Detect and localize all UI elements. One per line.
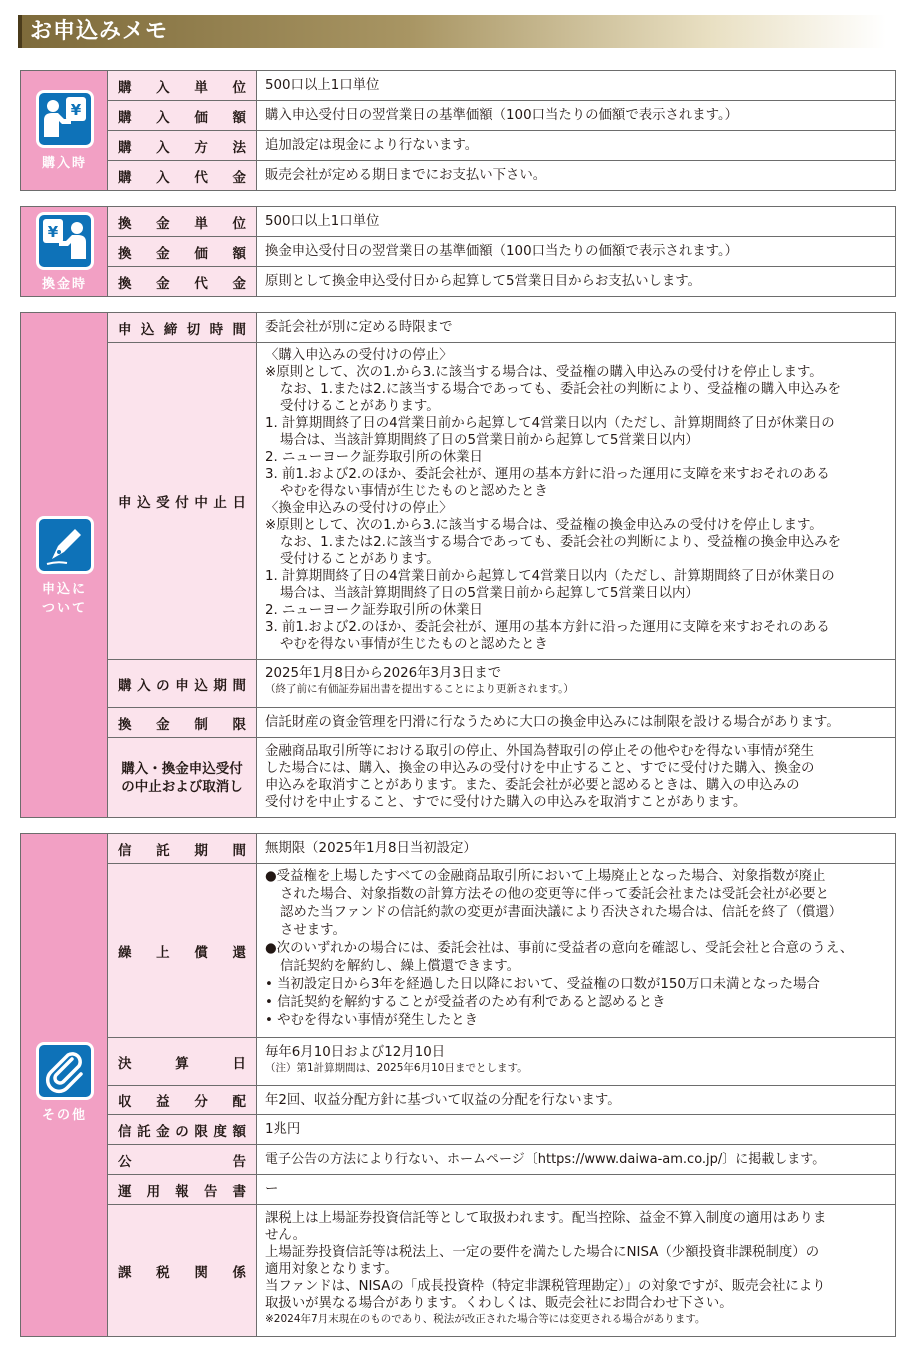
row-label: 購 入 価 額: [118, 109, 246, 126]
redemption-price-value: 換金申込受付日の翌営業日の基準価額（100口当たりの価額で表示されます。）: [257, 237, 895, 266]
tax-value: 課税上は上場証券投資信託等として取扱われます。配当控除、益金不算入制度の適用はありま せん。 上場証券投資信託等は税法上、一定の要件を満たした場合にNISA（少額投資非課税制度）の 適用対象となります。 当ファンドは、NISAの「成長投資枠（特定非課税管理勘定）」の対象ですが、販売会社により 取扱いが異なる場合があります。くわしくは、販売会社にお問合わせ下さい。 ※2024年7月末現在のものであり、税法が改正された場合等には変更される場合があります。: [257, 1205, 895, 1336]
row-label: 信 託 金 の 限 度 額: [118, 1123, 246, 1140]
distribution-row: [108, 1086, 895, 1115]
row-label: 換 金 制 限: [118, 716, 246, 733]
row-label: 購 入 単 位: [118, 79, 246, 96]
deadline-value: 委託会社が別に定める時限まで: [257, 313, 895, 342]
settlement-row: [108, 1038, 895, 1086]
notice-row: [108, 1145, 895, 1175]
row-label: 信 託 期 間: [118, 842, 246, 859]
cancel-row: [108, 738, 895, 817]
purchase-unit-row: [108, 71, 895, 101]
purchase-yen-icon: [36, 90, 94, 148]
row-label: 公 告: [118, 1153, 246, 1170]
limit-amount-row: [108, 1115, 895, 1145]
purchase-payment-value: 販売会社が定める期日までにお支払い下さい。: [257, 161, 895, 190]
row-label: 換 金 価 額: [118, 245, 246, 262]
suspension-row: [108, 343, 895, 660]
redemption-limit-row: [108, 708, 895, 738]
purchase-section: [20, 70, 896, 191]
suspension-value: 〈購入申込みの受付けの停止〉 ※原則として、次の1.から3.に該当する場合は、受益権の購入申込みの受付けを停止します。 なお、1.または2.に該当する場合であっても、委託会社の判断により、受益権の購入申込みを 受付けることがあります。 1. 計算期間終了日の4営業日前から起算して4営業日以内（ただし、計算期間終了日が休業日の 場合は、当該計算期間終了日の5営業日前から起算して5営業日以内） 2. ニューヨーク証券取引所の休業日 3. 前1.および2.のほか、委託会社が、運用の基本方針に沿った運用に支障を来すおそれのある やむを得ない事情が生じたものと認めたとき 〈換金申込みの受付けの停止〉 ※原則として、次の1.から3.に該当する場合は、受益権の換金申込みの受付けを停止します。 なお、1.または2.に該当する場合であっても、委託会社の判断により、受益権の換金申込みを 受付けることがあります。 1. 計算期間終了日の4営業日前から起算して4営業日以内（ただし、計算期間終了日が休業日の 場合は、当該計算期間終了日の5営業日前から起算して5営業日以内） 2. ニューヨーク証券取引所の休業日 3. 前1.および2.のほか、委託会社が、運用の基本方針に沿った運用に支障を来すおそれのある やむを得ない事情が生じたものと認めたとき: [257, 343, 895, 659]
report-value: ー: [257, 1175, 895, 1204]
deadline-row: [108, 313, 895, 343]
redemption-section: [20, 206, 896, 297]
settlement-value: 毎年6月10日および12月10日 （注）第1計算期間は、2025年6月10日までとします。: [257, 1038, 895, 1085]
redemption-price-row: [108, 237, 895, 267]
period-row: [108, 660, 895, 708]
redemption-unit-row: [108, 207, 895, 237]
header-accent-bar: [18, 15, 22, 48]
svg-text:¥: ¥: [47, 223, 59, 241]
early-redemption-row: [108, 864, 895, 1038]
distribution-value: 年2回、収益分配方針に基づいて収益の分配を行ないます。: [257, 1086, 895, 1114]
row-label: 収 益 分 配: [118, 1094, 246, 1110]
row-label: 購 入 の 申 込 期 間: [118, 677, 246, 694]
notice-value: 電子公告の方法により行ない、ホームページ〔https://www.daiwa-am.co.jp/〕に掲載します。: [257, 1145, 895, 1174]
trust-term-value: 無期限（2025年1月8日当初設定）: [257, 834, 895, 863]
application-label-line2: ついて: [41, 601, 87, 616]
purchase-label: 購入時: [41, 156, 87, 171]
redemption-payment-value: 原則として換金申込受付日から起算して5営業日目からお支払いします。: [257, 267, 895, 296]
purchase-price-row: [108, 101, 895, 131]
trust-term-row: [108, 834, 895, 864]
row-label: 決 算 日: [118, 1055, 246, 1072]
page-title: お申込みメモ: [30, 19, 169, 44]
tax-row: [108, 1205, 895, 1336]
purchase-method-value: 追加設定は現金により行ないます。: [257, 131, 895, 160]
other-section: [20, 833, 896, 1337]
row-label: 購 入 方 法: [118, 139, 246, 156]
pen-icon: [36, 516, 94, 574]
application-side: [21, 313, 108, 817]
limit-amount-value: 1兆円: [257, 1115, 895, 1144]
row-label: 運 用 報 告 書: [118, 1183, 246, 1200]
application-label-line1: 申込に: [41, 582, 87, 597]
row-label: 換 金 単 位: [118, 215, 246, 232]
redemption-label: 換金時: [41, 277, 87, 292]
row-label: 購入・換金申込受付 の中止および取消し: [121, 760, 243, 795]
purchase-side: [21, 71, 108, 190]
redemption-unit-value: 500口以上1口単位: [257, 207, 895, 236]
period-value: 2025年1月8日から2026年3月3日まで （終了前に有価証券届出書を提出することにより更新されます。）: [257, 660, 895, 707]
report-row: [108, 1175, 895, 1205]
paperclip-icon: [36, 1042, 94, 1100]
section-header: [18, 15, 886, 48]
application-section: [20, 312, 896, 818]
row-label: 申 込 締 切 時 間: [118, 321, 246, 338]
svg-text:¥: ¥: [70, 101, 82, 119]
redemption-payment-row: [108, 267, 895, 296]
other-label: その他: [41, 1108, 87, 1123]
early-redemption-value: ●受益権を上場したすべての金融商品取引所において上場廃止となった場合、対象指数が廃止 された場合、対象指数の計算方法その他の変更等に伴って委託会社または受託会社が必要と 認めた当ファンドの信託約款の変更が書面決議により否決された場合は、信託を終了（償還） させます。 ●次のいずれかの場合には、委託会社は、事前に受益者の意向を確認し、受託会社と合意のうえ、 信託契約を解約し、繰上償還できます。 • 当初設定日から3年を経過した日以降において、受益権の口数が150万口未満となった場合 • 信託契約を解約することが受益者のため有利であると認めるとき • やむを得ない事情が発生したとき: [257, 864, 895, 1037]
purchase-unit-value: 500口以上1口単位: [257, 71, 895, 100]
row-label: 換 金 代 金: [118, 275, 246, 292]
row-label: 課 税 関 係: [118, 1264, 246, 1281]
redemption-side: [21, 207, 108, 296]
row-label: 繰 上 償 還: [118, 944, 246, 961]
redemption-yen-icon: [36, 212, 94, 270]
purchase-method-row: [108, 131, 895, 161]
cancel-value: 金融商品取引所等における取引の停止、外国為替取引の停止その他やむを得ない事情が発生 した場合には、購入、換金の申込みの受付けを中止すること、すでに受付けた購入、換金の 申込みを取消すことがあります。また、委託会社が必要と認めるときは、購入の申込みの 受付けを中止すること、すでに受付けた購入の申込みを取消すことがあります。: [257, 738, 895, 817]
purchase-price-value: 購入申込受付日の翌営業日の基準価額（100口当たりの価額で表示されます。）: [257, 101, 895, 130]
row-label: 申 込 受 付 中 止 日: [118, 495, 246, 511]
row-label: 購 入 代 金: [118, 169, 246, 186]
other-side: [21, 834, 108, 1336]
redemption-limit-value: 信託財産の資金管理を円滑に行なうために大口の換金申込みには制限を設ける場合があります。: [257, 708, 895, 737]
purchase-payment-row: [108, 161, 895, 190]
